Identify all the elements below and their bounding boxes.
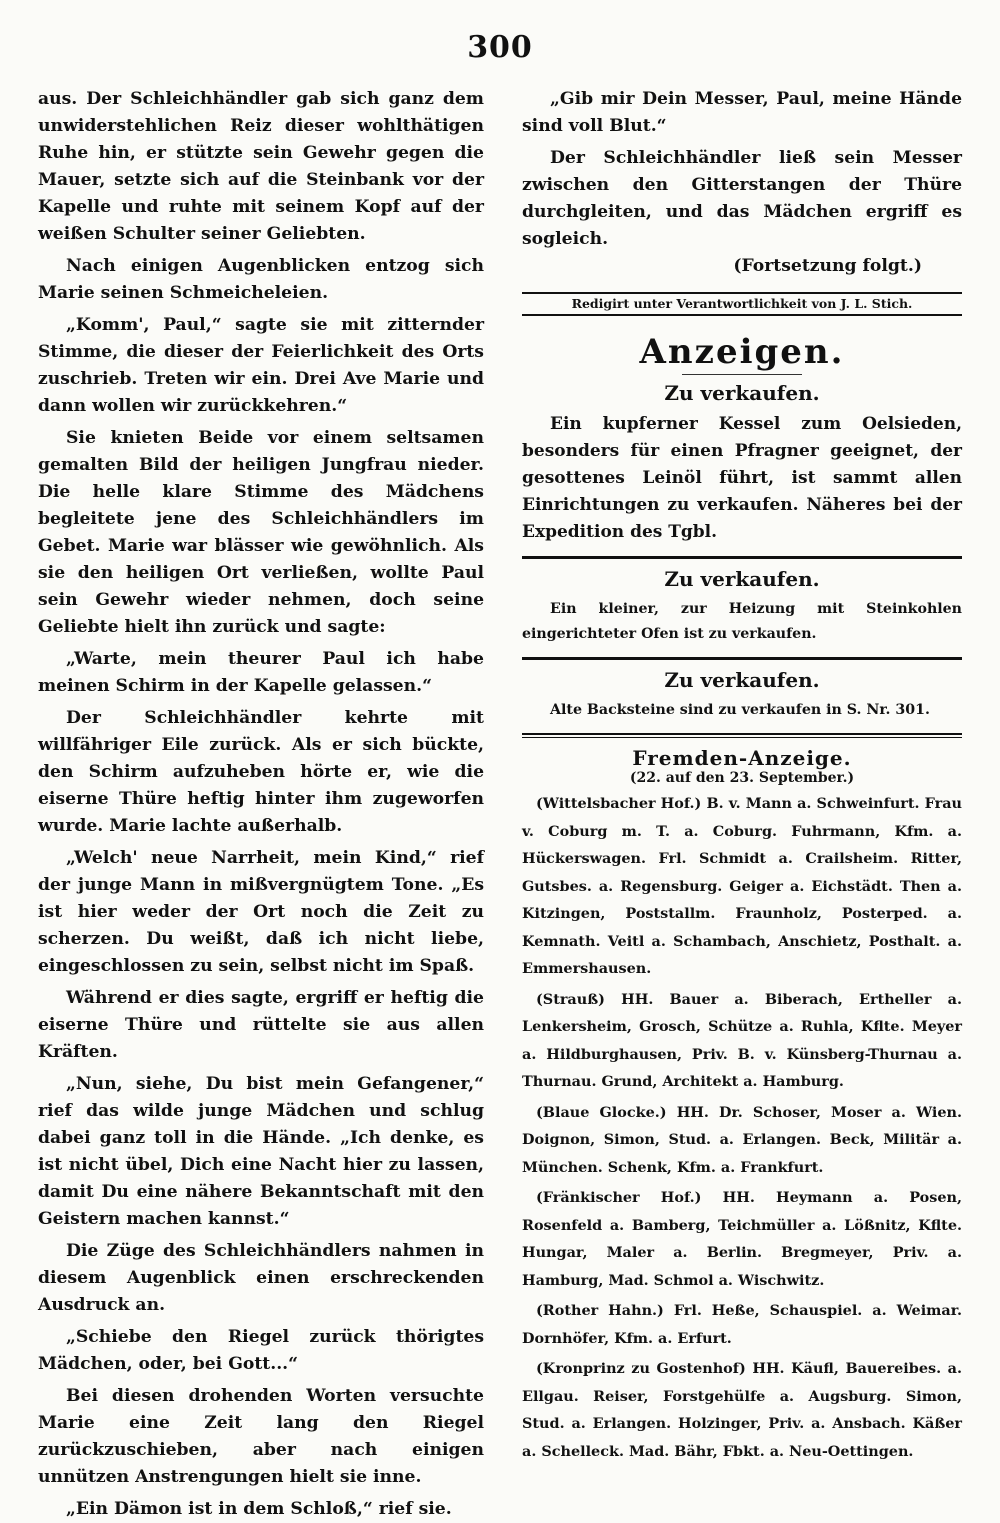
fremden-title: Fremden-Anzeige. <box>632 746 852 770</box>
story-paragraph: „Schiebe den Riegel zurück thörigtes Mädchen, oder, bei Gott...“ <box>38 1327 484 1374</box>
story-paragraph: „Warte, mein theurer Paul ich habe meinen Schirm in der Kapelle gelassen.“ <box>38 649 484 696</box>
right-column <box>522 86 962 1465</box>
guest-entry: (Strauß) HH. Bauer a. Biberach, Ertheller a. Lenkersheim, Grosch, Schütze a. Ruhla, Kflte. Meyer a. Hildburghausen, Priv. B. v. Künsberg-Thurnau a. Thurnau. Grund, Architekt a. Hamburg. <box>522 990 962 1090</box>
ad-title: Zu verkaufen. <box>664 567 820 591</box>
ad-block <box>522 381 962 546</box>
fremden-anzeige <box>522 746 962 1465</box>
ad-text: Alte Backsteine sind zu verkaufen in S. Nr. 301. <box>550 702 930 718</box>
story-paragraph: Die Züge des Schleichhändlers nahmen in diesem Augenblick einen erschreckenden Ausdruck an. <box>38 1241 484 1315</box>
story-paragraph: Während er dies sagte, ergriff er heftig die eiserne Thüre und rüttelte sie aus allen Kräften. <box>38 988 484 1062</box>
divider <box>522 657 962 660</box>
story-paragraph: aus. Der Schleichhändler gab sich ganz dem unwiderstehlichen Reiz dieser wohlthätigen Ruhe hin, er stützte sein Gewehr gegen die Mauer, setzte sich auf die Steinbank vor der Kapelle und ruhte mit seinem Kopf auf der weißen Schulter seiner Geliebten. <box>38 89 484 244</box>
divider <box>522 556 962 559</box>
ad-title: Zu verkaufen. <box>664 668 820 692</box>
guest-entry: (Kronprinz zu Gostenhof) HH. Käufl, Bauereibes. a. Ellgau. Reiser, Forstgehülfe a. Augsburg. Simon, Stud. a. Erlangen. Holzinger, Priv. a. Ansbach. Käßer a. Schelleck. Mad. Bähr, Fbkt. a. Neu-Oettingen. <box>522 1360 962 1460</box>
story-paragraph: „Welch' neue Narrheit, mein Kind,“ rief der junge Mann in mißvergnügtem Tone. „Es ist hier weder der Ort noch die Zeit zu scherzen. Du weißt, daß ich nicht liebe, eingeschlossen zu sein, selbst nicht im Spaß. <box>38 848 484 976</box>
guest-entry: (Fränkischer Hof.) HH. Heymann a. Posen, Rosenfeld a. Bamberg, Teichmüller a. Lößnitz, Kflte. Hungar, Maler a. Berlin. Bregmeyer, Priv. a. Hamburg, Mad. Schmol a. Wischwitz. <box>522 1189 962 1289</box>
ad-text: Ein kupferner Kessel zum Oelsieden, besonders für einen Pfragner geeignet, der gesottenes Leinöl führt, ist sammt allen Einrichtungen zu verkaufen. Näheres bei der Expedition des Tgbl. <box>522 414 962 542</box>
story-paragraph: Nach einigen Augenblicken entzog sich Marie seinen Schmeicheleien. <box>38 256 484 303</box>
story-paragraph: Der Schleichhändler kehrte mit willfähriger Eile zurück. Als er sich bückte, den Schirm aufzuheben hörte er, wie die eiserne Thüre heftig hinter ihm zugeworfen wurde. Marie lachte außerhalb. <box>38 708 484 836</box>
divider <box>522 733 962 738</box>
story-paragraph: „Ein Dämon ist in dem Schloß,“ rief sie. <box>66 1499 452 1519</box>
guest-entry: (Blaue Glocke.) HH. Dr. Schoser, Moser a. Wien. Doignon, Simon, Stud. a. Erlangen. Beck, Militär a. München. Schenk, Kfm. a. Frankfurt. <box>522 1103 962 1176</box>
story-paragraph: Sie knieten Beide vor einem seltsamen gemalten Bild der heiligen Jungfrau nieder. Die helle klare Stimme des Mädchens begleitete jene des Schleichhändlers im Gebet. Marie war blässer wie gewöhnlich. Als sie den heiligen Ort verließen, wollte Paul sein Gewehr wieder nehmen, doch seine Geliebte hielt ihn zurück und sagte: <box>38 428 484 637</box>
left-column <box>38 86 484 1523</box>
editorial-line: Redigirt unter Verantwortlichkeit von J. L. Stich. <box>522 292 962 316</box>
story-paragraph: „Komm', Paul,“ sagte sie mit zitternder Stimme, die dieser der Feierlichkeit des Orts zuschrieb. Treten wir ein. Drei Ave Marie und dann wollen wir zurückkehren.“ <box>38 315 484 416</box>
heading-underline <box>682 374 802 375</box>
guest-entry: (Wittelsbacher Hof.) B. v. Mann a. Schweinfurt. Frau v. Coburg m. T. a. Coburg. Fuhrmann, Kfm. a. Hückerswagen. Frl. Schmidt a. Crailsheim. Ritter, Gutsbes. a. Regensburg. Geiger a. Eichstädt. Then a. Kitzingen, Poststallm. Fraunholz, Posterped. a. Kemnath. Veitl a. Schambach, Anschietz, Posthalt. a. Emmershausen. <box>522 795 962 977</box>
ad-block <box>522 567 962 647</box>
ad-text: Ein kleiner, zur Heizung mit Steinkohlen eingerichteter Ofen ist zu verkaufen. <box>522 601 962 642</box>
ads-heading: Anzeigen. <box>639 332 845 372</box>
story-paragraph: Der Schleichhändler ließ sein Messer zwischen den Gitterstangen der Thüre durchgleiten, und das Mädchen ergriff es sogleich. <box>522 148 962 249</box>
fremden-date: (22. auf den 23. September.) <box>629 770 855 786</box>
story-paragraph: „Nun, siehe, Du bist mein Gefangener,“ rief das wilde junge Mädchen und schlug dabei ganz toll in die Hände. „Ich denke, es ist nicht übel, Dich eine Nacht hier zu lassen, damit Du eine nähere Bekanntschaft mit den Geistern machen kannst.“ <box>38 1074 484 1229</box>
page-number: 300 <box>467 30 533 65</box>
continuation-note: (Fortsetzung folgt.) <box>733 256 922 276</box>
ad-title: Zu verkaufen. <box>664 381 820 405</box>
story-paragraph: Bei diesen drohenden Worten versuchte Marie eine Zeit lang den Riegel zurückzuschieben, aber nach einigen unnützen Anstrengungen hielt sie inne. <box>38 1386 484 1487</box>
story-paragraph: „Gib mir Dein Messer, Paul, meine Hände sind voll Blut.“ <box>522 89 962 136</box>
guest-entry: (Rother Hahn.) Frl. Heße, Schauspiel. a. Weimar. Dornhöfer, Kfm. a. Erfurt. <box>522 1302 962 1347</box>
ad-block <box>522 668 962 723</box>
